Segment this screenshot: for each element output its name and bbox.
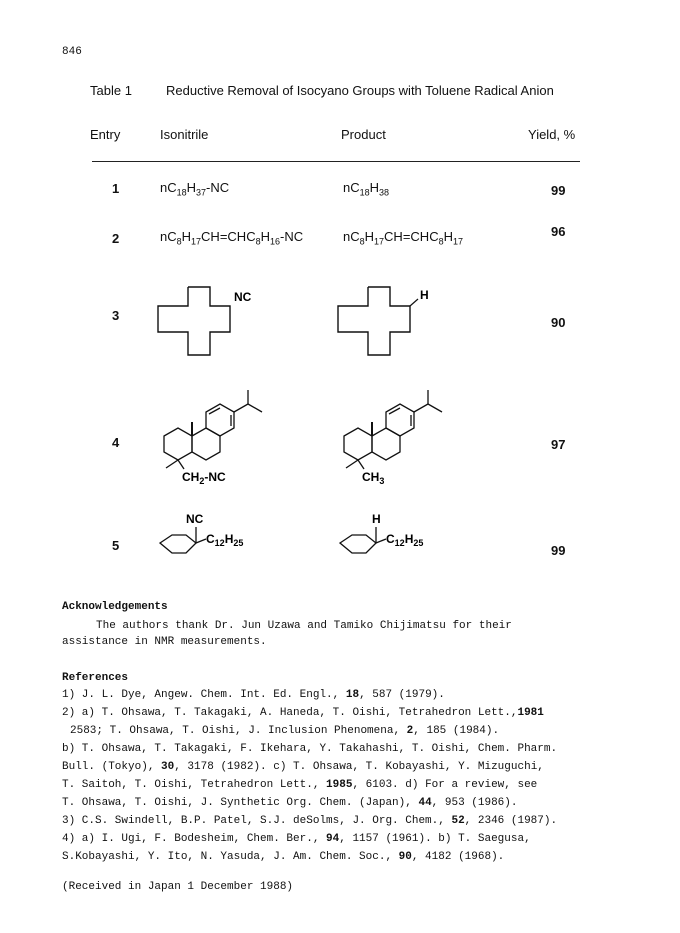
acknowledgements-heading: Acknowledgements: [62, 601, 168, 613]
header-product: Product: [341, 127, 386, 142]
reference-line: 2) a) T. Ohsawa, T. Takagaki, A. Haneda, T. Oishi, Tetrahedron Lett.,1981: [62, 707, 544, 719]
yield-value: 96: [551, 224, 566, 239]
product-structure-cyclohexyl: [330, 505, 460, 570]
alkyl-chain-label: $C_{12}H_{25}$: [386, 532, 424, 548]
references-heading: References: [62, 672, 129, 684]
acknowledgements-text-line: The authors thank Dr. Jun Uzawa and Tamiko Chijimatsu for their: [96, 620, 512, 632]
table-rule: [92, 161, 580, 162]
h-atom-label: H: [372, 512, 381, 526]
yield-value: 99: [551, 183, 566, 198]
header-yield: Yield, %: [528, 127, 576, 142]
reference-line: Bull. (Tokyo), 30, 3178 (1982). c) T. Ohsawa, T. Kobayashi, Y. Mizuguchi,: [62, 761, 544, 773]
yield-value: 90: [551, 315, 566, 330]
reference-line: 3) C.S. Swindell, B.P. Patel, S.J. deSolms, J. Org. Chem., 52, 2346 (1987).: [62, 815, 558, 827]
reference-line: 2583; T. Ohsawa, T. Oishi, J. Inclusion Phenomena, 2, 185 (1984).: [70, 725, 500, 737]
isonitrile-structure-cyclohexyl: [150, 505, 280, 570]
acknowledgements-text-line: assistance in NMR measurements.: [62, 636, 267, 648]
ch3-label: $CH_3$: [362, 470, 385, 486]
received-date: (Received in Japan 1 December 1988): [62, 881, 294, 893]
reference-line: 4) a) I. Ugi, F. Bodesheim, Chem. Ber., 94, 1157 (1961). b) T. Saegusa,: [62, 833, 531, 845]
isonitrile-structure-abietane: [150, 372, 290, 487]
entry-number: 1: [112, 181, 120, 196]
product-formula: $nC_8H_{17}CH=CHC_8H_{17}$: [343, 229, 464, 247]
isonitrile-formula: $nC_{18}H_{37}-NC$: [160, 180, 230, 198]
reference-line: b) T. Ohsawa, T. Takagaki, F. Ikehara, Y. Takahashi, T. Oishi, Chem. Pharm.: [62, 743, 558, 755]
product-structure-abietane: [330, 372, 470, 487]
isonitrile-formula: $nC_8H_{17}CH=CHC_8H_{16}-NC$: [160, 229, 304, 247]
product-formula: $nC_{18}H_{38}$: [343, 180, 390, 198]
nc-group-label: NC: [186, 512, 204, 526]
yield-value: 97: [551, 437, 566, 452]
alkyl-chain-label: $C_{12}H_{25}$: [206, 532, 244, 548]
product-structure-cyclododecane: [330, 282, 450, 362]
reference-line: T. Ohsawa, T. Oishi, J. Synthetic Org. Chem. (Japan), 44, 953 (1986).: [62, 797, 518, 809]
entry-number: 5: [112, 538, 120, 553]
table-caption: Reductive Removal of Isocyano Groups with Toluene Radical Anion: [166, 83, 554, 98]
page-number: 846: [62, 46, 82, 58]
table-label: Table 1: [90, 83, 132, 98]
entry-number: 2: [112, 231, 120, 246]
h-atom-label: H: [420, 288, 429, 302]
nc-group-label: NC: [234, 290, 252, 304]
reference-line: S.Kobayashi, Y. Ito, N. Yasuda, J. Am. Chem. Soc., 90, 4182 (1968).: [62, 851, 505, 863]
reference-line: 1) J. L. Dye, Angew. Chem. Int. Ed. Engl., 18, 587 (1979).: [62, 689, 445, 701]
reference-line: T. Saitoh, T. Oishi, Tetrahedron Lett., 1985, 6103. d) For a review, see: [62, 779, 538, 791]
header-isonitrile: Isonitrile: [160, 127, 209, 142]
header-entry: Entry: [90, 127, 121, 142]
yield-value: 99: [551, 543, 566, 558]
entry-number: 4: [112, 435, 120, 450]
isonitrile-structure-cyclododecane: [150, 282, 270, 362]
ch2-nc-label: $CH_2-NC$: [182, 470, 226, 486]
entry-number: 3: [112, 308, 120, 323]
